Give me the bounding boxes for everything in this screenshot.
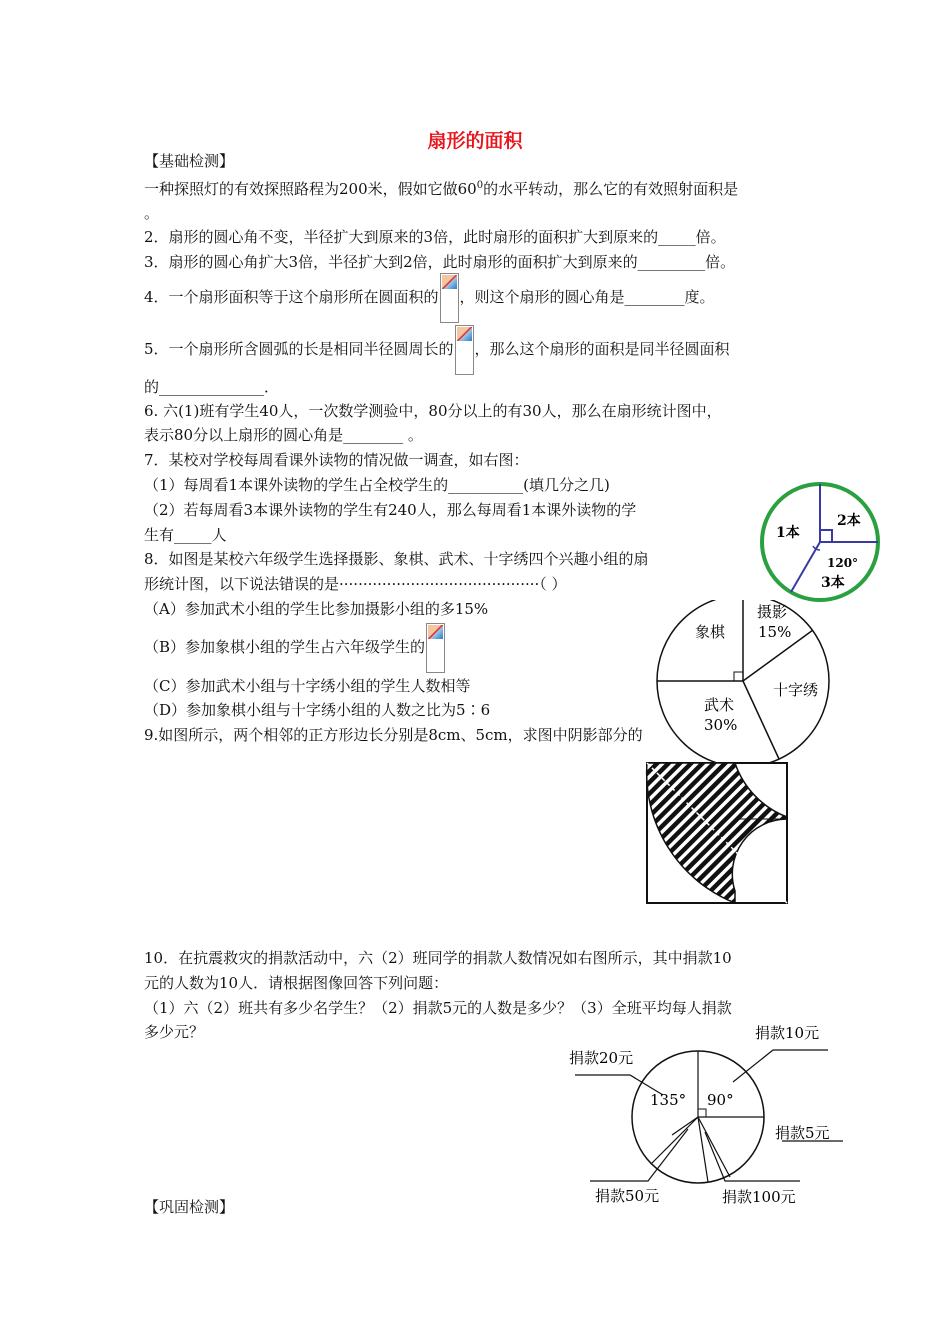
reading-pie-chart (759, 481, 884, 606)
q1-text-b: 的水平转动，那么它的有效照射面积是 (483, 180, 739, 198)
q1-superscript: 0 (476, 180, 484, 191)
section-basic-heading: 【基础检测】 (144, 152, 235, 170)
question-1-end: 。 (144, 204, 160, 222)
question-7-part-2b: 生有_____人 (144, 526, 227, 544)
label-3-books: 3本 (821, 575, 845, 591)
q5-text-a: 5．一个扇形所含圆弧的长是相同半径圆周长的 (144, 340, 454, 358)
label-120-degrees: 120° (827, 556, 859, 570)
question-8-option-a: （A）参加武术小组的学生比参加摄影小组的多15% (144, 600, 489, 618)
label-1-book: 1本 (776, 525, 800, 541)
q1-text-a: 一种探照灯的有效探照路程为200米，假如它做60 (144, 180, 477, 198)
question-10-c: （1）六（2）班共有多少名学生？（2）捐款5元的人数是多少？（3）全班平均每人捐款 (144, 999, 732, 1017)
question-3: 3．扇形的圆心角扩大3倍，半径扩大到2倍，此时扇形的面积扩大到原来的_________倍。 (144, 253, 736, 271)
label-donate-20: 捐款20元 (569, 1049, 634, 1067)
q4-text-a: 4．一个扇形面积等于这个扇形所在圆面积的 (144, 288, 439, 306)
label-donate-50: 捐款50元 (595, 1187, 660, 1205)
question-8-option-d: （D）参加象棋小组与十字绣小组的人数之比为5∶6 (144, 701, 491, 719)
label-90-degrees: 90° (707, 1091, 734, 1109)
question-6-a: 6. 六(1)班有学生40人，一次数学测验中，80分以上的有30人，那么在扇形统计图中， (144, 402, 722, 420)
fraction-image-icon (455, 325, 474, 375)
question-5-end: 的______________． (144, 378, 280, 396)
label-martial-arts-percent: 30% (704, 716, 738, 734)
question-8-b: 形统计图，以下说法错误的是··········································（ ） (144, 575, 567, 593)
q4-text-b: ，则这个扇形的圆心角是________度。 (459, 288, 715, 306)
question-7: 7．某校对学校每周看课外读物的情况做一调查，如右图： (144, 451, 529, 469)
interest-group-pie-chart (652, 600, 834, 762)
question-5 (144, 324, 730, 375)
label-chess: 象棋 (695, 623, 726, 641)
q8b-text: （B）参加象棋小组的学生占六年级学生的 (144, 638, 426, 656)
label-donate-10: 捐款10元 (755, 1025, 820, 1042)
question-9: 9.如图所示，两个相邻的正方形边长分别是8cm、5cm，求图中阴影部分的 (144, 726, 643, 744)
question-10-d: 多少元？ (144, 1023, 205, 1041)
question-8-option-b (144, 622, 446, 673)
q5-text-b: ，那么这个扇形的面积是同半径圆面积 (474, 340, 730, 358)
page-title: 扇形的面积 (427, 130, 523, 152)
question-1 (144, 176, 738, 199)
label-martial-arts: 武术 (704, 696, 735, 714)
question-10-b: 元的人数为10人．请根据图像回答下列问题： (144, 974, 449, 992)
label-cross-stitch: 十字绣 (773, 681, 819, 699)
squares-shaded-region-figure (645, 761, 790, 905)
donation-pie-chart (560, 1025, 850, 1210)
question-7-part-1: （1）每周看1本课外读物的学生占全校学生的__________(填几分之几) (144, 476, 610, 494)
label-2-books: 2本 (837, 513, 861, 529)
question-2: 2．扇形的圆心角不变，半径扩大到原来的3倍，此时扇形的面积扩大到原来的_____倍。 (144, 228, 726, 246)
question-8-option-c: （C）参加武术小组与十字绣小组的学生人数相等 (144, 677, 471, 695)
question-4 (144, 272, 715, 323)
question-8-a: 8．如图是某校六年级学生选择摄影、象棋、武术、十字绣四个兴趣小组的扇 (144, 550, 649, 568)
label-donate-100: 捐款100元 (722, 1188, 796, 1206)
section-consolidate-heading: 【巩固检测】 (144, 1198, 235, 1216)
label-135-degrees: 135° (650, 1091, 687, 1109)
label-donate-5: 捐款5元 (775, 1124, 830, 1142)
fraction-image-icon (426, 623, 445, 673)
question-10-a: 10．在抗震救灾的捐款活动中，六（2）班同学的捐款人数情况如右图所示，其中捐款10 (144, 949, 732, 967)
question-7-part-2a: （2）若每周看3本课外读物的学生有240人，那么每周看1本课外读物的学 (144, 501, 637, 519)
question-6-b: 表示80分以上扇形的圆心角是________ 。 (144, 426, 423, 444)
fraction-image-icon (440, 273, 459, 323)
label-photography-percent: 15% (758, 623, 792, 641)
label-photography: 摄影 (757, 603, 788, 621)
